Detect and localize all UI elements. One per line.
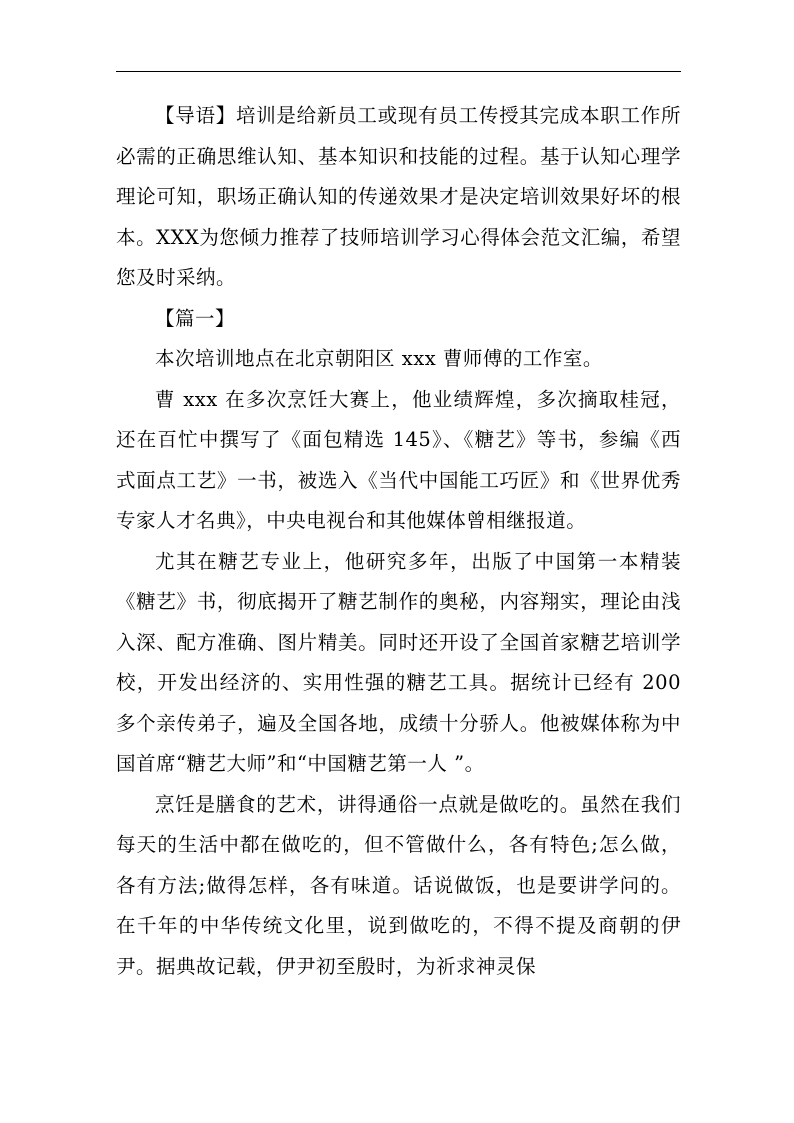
intro-paragraph: 【导语】培训是给新员工或现有员工传授其完成本职工作所必需的正确思维认知、基本知识和技能的过程。基于认知心理学理论可知，职场正确认知的传递效果才是决定培训效果好坏的根本。XXX为您倾力推荐了技师培训学习心得体会范文汇编，希望您及时采纳。 [116, 104, 681, 289]
body-paragraph: 本次培训地点在北京朝阳区 xxx 曹师傅的工作室。 [155, 347, 603, 370]
document-body [116, 96, 681, 987]
body-paragraph: 曹 xxx 在多次烹饪大赛上，他业绩辉煌，多次摘取桂冠，还在百忙中撰写了《面包精选 145》、《糖艺》等书，参编《西式面点工艺》一书，被选入《当代中国能工巧匠》和《世界优秀专家人才名典》，中央电视台和其他媒体曾相继报道。 [116, 387, 681, 532]
body-paragraph: 尤其在糖艺专业上，他研究多年，出版了中国第一本精装《糖艺》书，彻底揭开了糖艺制作的奥秘，内容翔实，理论由浅入深、配方准确、图片精美。同时还开设了全国首家糖艺培训学校，开发出经济的、实用性强的糖艺工具。据统计已经有 200 多个亲传弟子，遍及全国各地，成绩十分骄人。他被媒体称为中国首席“糖艺大师”和“中国糖艺第一人 ”。 [116, 549, 681, 775]
header-rule [116, 71, 681, 72]
body-paragraph: 烹饪是膳食的艺术，讲得通俗一点就是做吃的。虽然在我们每天的生活中都在做吃的，但不管做什么，各有特色;怎么做，各有方法;做得怎样，各有味道。话说做饭，也是要讲学问的。在千年的中华传统文化里，说到做吃的，不得不提及商朝的伊尹。据典故记载，伊尹初至殷时，为祈求神灵保 [116, 792, 681, 978]
section-title: 【篇一】 [155, 306, 236, 330]
